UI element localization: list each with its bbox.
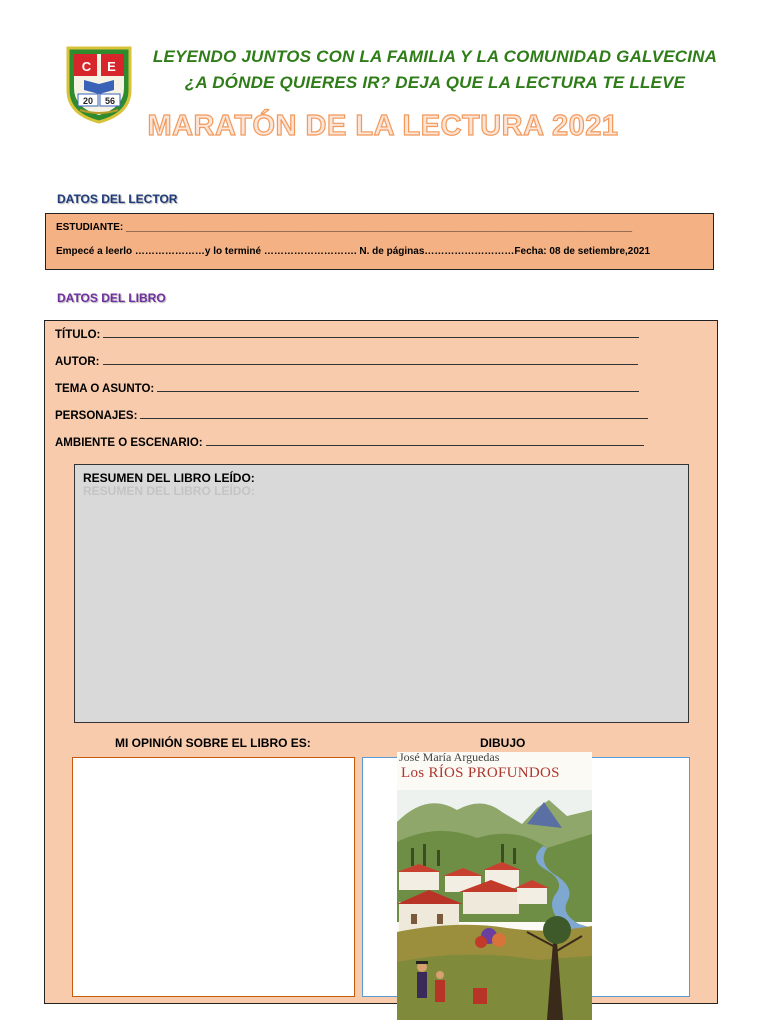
reading-dates-row[interactable]: Empecé a leerlo …………………y lo terminé ………………………. N. de páginas………………………Fecha: 08 de setiembre,2021 [56,246,651,257]
school-crest-logo [64,44,134,124]
tema-field[interactable] [55,381,639,395]
estudiante-label: ESTUDIANTE: [56,222,124,233]
estudiante-field[interactable]: ___________________________________________________________________________________________ [126,222,633,233]
autor-field[interactable] [55,354,638,368]
ambiente-field[interactable] [55,435,644,449]
headline-line-2: ¿A DÓNDE QUIERES IR? DEJA QUE LA LECTURA TE LLEVE [184,73,686,92]
tema-label: TEMA O ASUNTO: [55,383,155,395]
tema-line[interactable] [157,381,639,392]
titulo-line[interactable] [103,327,639,338]
book-title: Los RÍOS PROFUNDOS [401,765,560,781]
personajes-field[interactable] [55,408,648,422]
lector-section-label: DATOS DEL LECTOR [57,192,178,206]
resumen-label-reflection: RESUMEN DEL LIBRO LEÍDO: [83,484,255,498]
crest-year-left: 20 [82,96,94,106]
dibujo-label: DIBUJO [480,736,526,750]
crest-letter-right: E [107,59,116,74]
book-author: José María Arguedas [399,750,500,764]
libro-section-label: DATOS DEL LIBRO [57,291,166,305]
resumen-box[interactable] [74,464,689,723]
estudiante-row [56,222,632,233]
headline-line-1: LEYENDO JUNTOS CON LA FAMILIA Y LA COMUNIDAD GALVECINA [152,47,718,66]
opinion-label: MI OPINIÓN SOBRE EL LIBRO ES: [115,736,311,750]
crest-letter-left: C [81,59,92,74]
page-title: MARATÓN DE LA LECTURA 2021 [147,110,619,142]
titulo-label: TÍTULO: [55,329,101,341]
autor-label: AUTOR: [55,356,100,368]
personajes-label: PERSONAJES: [55,410,138,422]
lector-box [45,213,714,270]
personajes-line[interactable] [140,408,648,419]
book-cover-image [397,752,592,1020]
ambiente-label: AMBIENTE O ESCENARIO: [55,437,203,449]
resumen-label: RESUMEN DEL LIBRO LEÍDO: [83,471,255,485]
opinion-box[interactable] [72,757,355,997]
crest-year-right: 56 [104,96,116,106]
titulo-field[interactable] [55,327,639,341]
ambiente-line[interactable] [206,435,644,446]
autor-line[interactable] [103,354,638,365]
